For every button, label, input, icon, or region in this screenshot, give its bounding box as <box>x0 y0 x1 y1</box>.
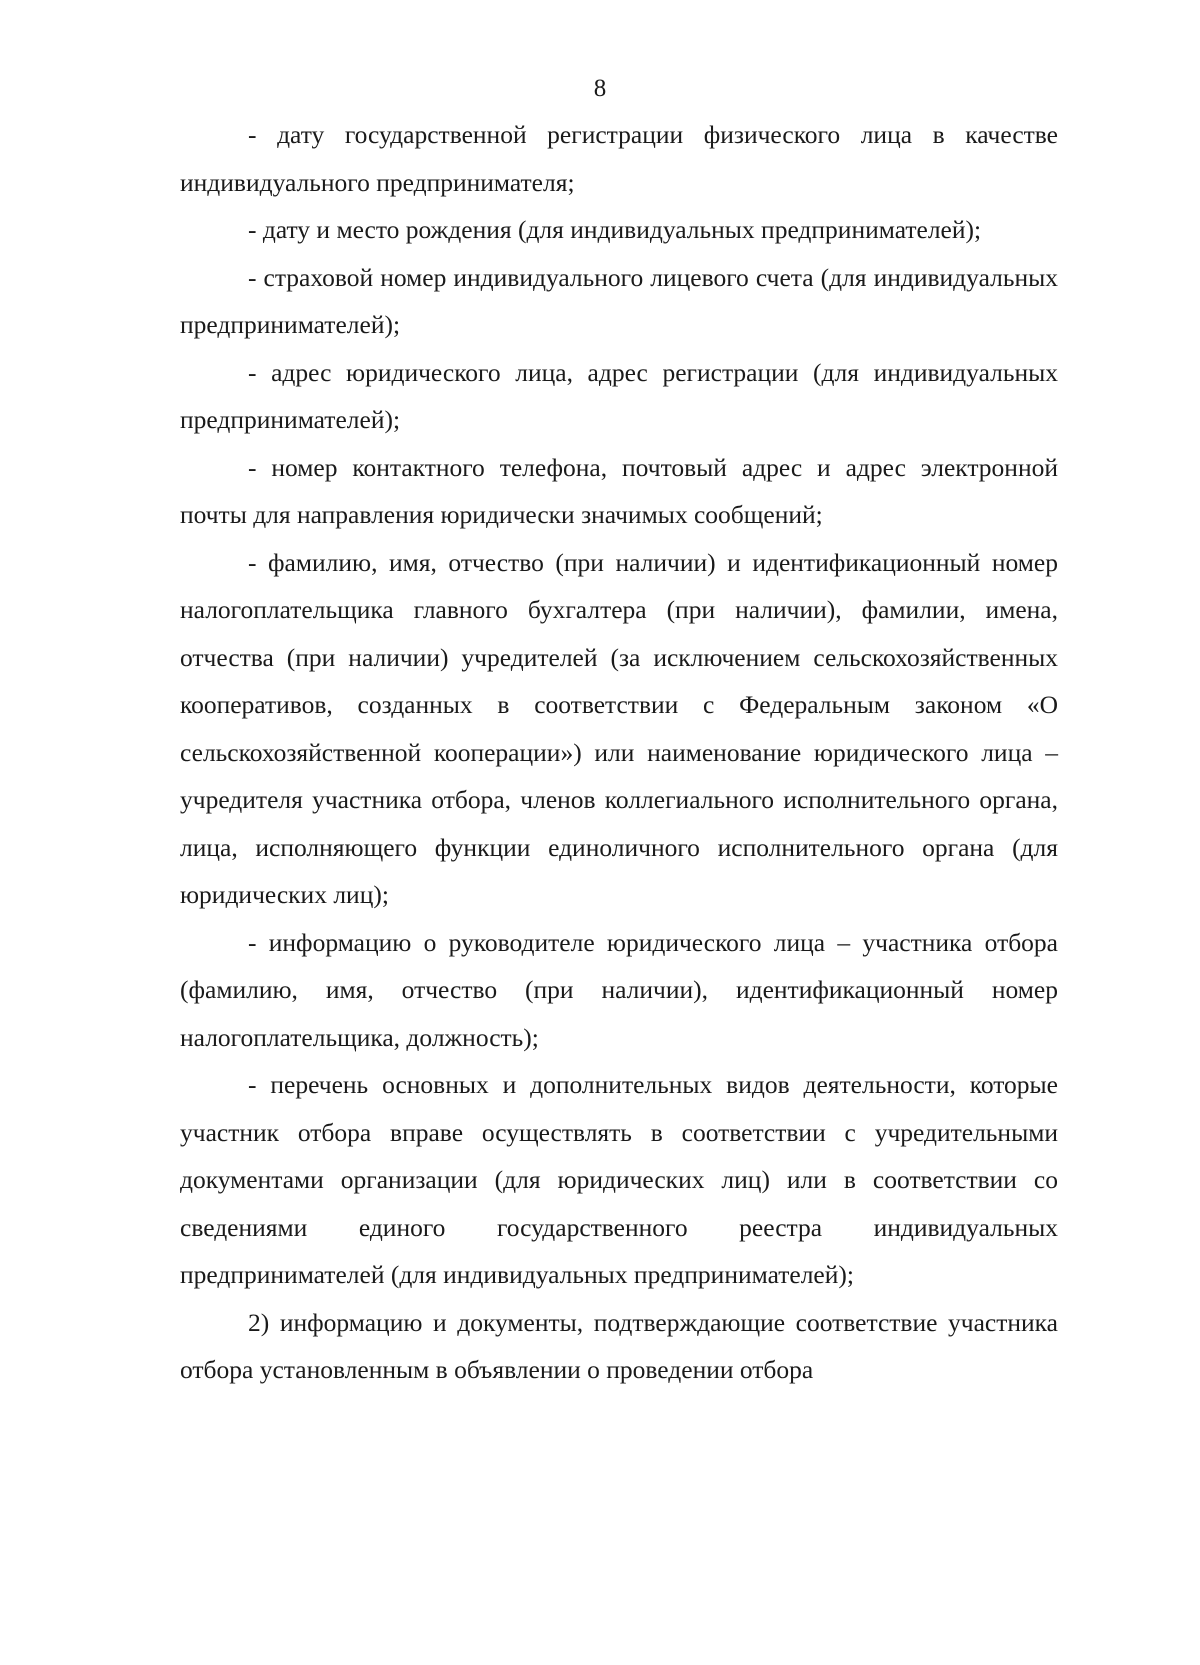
list-item-contacts: - номер контактного телефона, почтовый адрес и адрес электронной почты для направления юридически значимых сообщений; <box>180 452 1058 529</box>
list-item-birth-date-place: - дату и место рождения (для индивидуальных предпринимателей); <box>248 215 982 244</box>
list-item-activities: - перечень основных и дополнительных видов деятельности, которые участник отбора вправе осуществлять в соответствии с учредительными документами организации (для юридических лиц) или в соответствии со сведениями единого государственного реестра индивидуальных предпринимателей (для индивидуальных предпринимателей); <box>180 1070 1058 1289</box>
numbered-item-documents: 2) информацию и документы, подтверждающие соответствие участника отбора установленным в объявлении о проведении отбора <box>180 1307 1058 1384</box>
list-item-founders: - фамилию, имя, отчество (при наличии) и идентификационный номер налогоплательщика главного бухгалтера (при наличии), фамилии, имена, отчества (при наличии) учредителей (за исключением сельскохозяйственных кооперативов, созданных в соответствии с Федеральным законом «О сельскохозяйственной кооперации») или наименование юридического лица – учредителя участника отбора, членов коллегиального исполнительного органа, лица, исполняющего функции единоличного исполнительного органа (для юридических лиц); <box>180 547 1058 909</box>
list-item-director-info: - информацию о руководителе юридического лица – участника отбора (фамилию, имя, отчество (при наличии), идентификационный номер налогоплательщика, должность); <box>180 927 1058 1052</box>
list-item-registration-date: - дату государственной регистрации физического лица в качестве индивидуального предпринимателя; <box>180 120 1058 197</box>
list-item-address: - адрес юридического лица, адрес регистрации (для индивидуальных предпринимателей); <box>180 357 1058 434</box>
page-number: 8 <box>593 75 607 102</box>
document-body <box>180 111 1058 1394</box>
list-item-insurance-number: - страховой номер индивидуального лицевого счета (для индивидуальных предпринимателей); <box>180 262 1058 339</box>
